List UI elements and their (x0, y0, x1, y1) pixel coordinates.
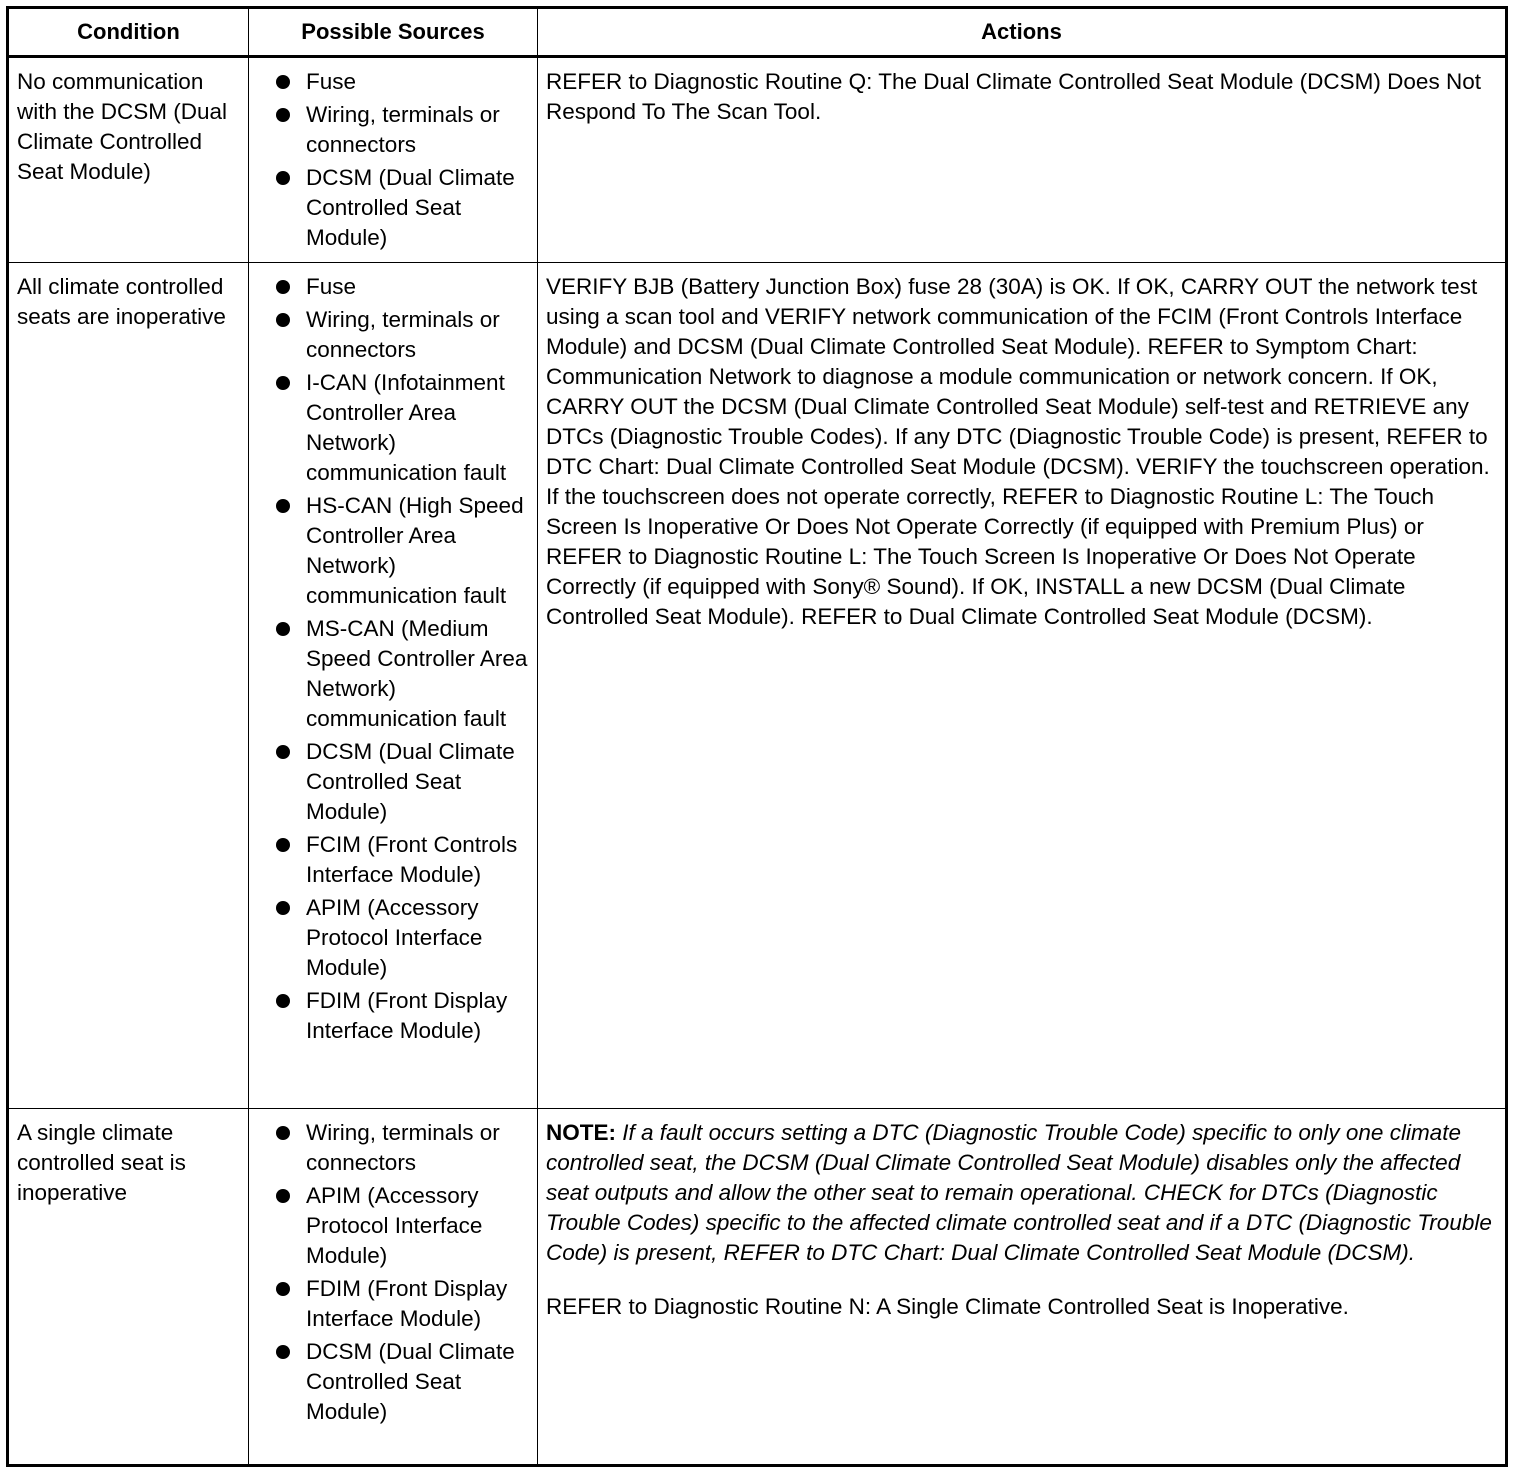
condition-cell (8, 263, 249, 1109)
source-item: Wiring, terminals or connectors (249, 1118, 533, 1178)
note-paragraph (546, 1118, 1495, 1268)
source-item: Wiring, terminals or connectors (249, 305, 533, 365)
source-item: DCSM (Dual Climate Controlled Seat Module) (249, 1337, 533, 1427)
sources-cell (249, 1109, 538, 1466)
diagnostic-table (6, 6, 1508, 1467)
source-item: FDIM (Front Display Interface Module) (249, 986, 533, 1046)
sources-cell (249, 263, 538, 1109)
source-item: FDIM (Front Display Interface Module) (249, 1274, 533, 1334)
sources-list (249, 263, 537, 1055)
sources-cell (249, 57, 538, 263)
condition-text: A single climate controlled seat is inoperative (17, 1120, 186, 1205)
condition-cell (8, 1109, 249, 1466)
note-label: NOTE: (546, 1120, 616, 1145)
header-possible-sources: Possible Sources (249, 8, 538, 57)
sources-list (249, 58, 537, 262)
source-item: DCSM (Dual Climate Controlled Seat Module) (249, 163, 533, 253)
source-item: APIM (Accessory Protocol Interface Module) (249, 893, 533, 983)
header-actions: Actions (538, 8, 1507, 57)
actions-cell (538, 263, 1507, 1109)
condition-text: No communication with the DCSM (Dual Climate Controlled Seat Module) (17, 69, 228, 184)
condition-cell (8, 57, 249, 263)
table-row (8, 263, 1507, 1109)
actions-cell (538, 1109, 1507, 1466)
source-item: I-CAN (Infotainment Controller Area Network) communication fault (249, 368, 533, 488)
condition-text: All climate controlled seats are inoperative (17, 274, 226, 329)
source-item: HS-CAN (High Speed Controller Area Network) communication fault (249, 491, 533, 611)
sources-list (249, 1109, 537, 1436)
table-row (8, 57, 1507, 263)
header-row (8, 8, 1507, 57)
action-text: REFER to Diagnostic Routine Q: The Dual Climate Controlled Seat Module (DCSM) Does Not Respond To The Scan Tool. (546, 69, 1481, 124)
source-item: MS-CAN (Medium Speed Controller Area Network) communication fault (249, 614, 533, 734)
action-text: REFER to Diagnostic Routine N: A Single Climate Controlled Seat is Inoperative. (546, 1294, 1349, 1319)
action-text: VERIFY BJB (Battery Junction Box) fuse 28 (30A) is OK. If OK, CARRY OUT the network test using a scan tool and VERIFY network communication of the FCIM (Front Controls Interface Module) and DCSM (Dual Climate Controlled Seat Module). REFER to Symptom Chart: Communication Network to diagnose a module communication or network concern. If OK, CARRY OUT the DCSM (Dual Climate Controlled Seat Module) self-test and RETRIEVE any DTCs (Diagnostic Trouble Codes). If any DTC (Diagnostic Trouble Code) is present, REFER to DTC Chart: Dual Climate Controlled Seat Module (DCSM). VERIFY the touchscreen operation. If the touchscreen does not operate correctly, REFER to Diagnostic Routine L: The Touch Screen Is Inoperative Or Does Not Operate Correctly (if equipped with Premium Plus) or REFER to Diagnostic Routine L: The Touch Screen Is Inoperative Or Does Not Operate Correctly (if equipped with Sony® Sound). If OK, INSTALL a new DCSM (Dual Climate Controlled Seat Module). REFER to Dual Climate Controlled Seat Module (DCSM). (546, 274, 1490, 629)
actions-cell (538, 57, 1507, 263)
source-item: Fuse (249, 272, 533, 302)
source-item: FCIM (Front Controls Interface Module) (249, 830, 533, 890)
table-row (8, 1109, 1507, 1466)
header-condition: Condition (8, 8, 249, 57)
source-item: Fuse (249, 67, 533, 97)
source-item: DCSM (Dual Climate Controlled Seat Module) (249, 737, 533, 827)
source-item: APIM (Accessory Protocol Interface Module) (249, 1181, 533, 1271)
source-item: Wiring, terminals or connectors (249, 100, 533, 160)
note-text: If a fault occurs setting a DTC (Diagnostic Trouble Code) specific to only one climate controlled seat, the DCSM (Dual Climate Controlled Seat Module) disables only the affected seat outputs and allow the other seat to remain operational. CHECK for DTCs (Diagnostic Trouble Codes) specific to the affected climate controlled seat and if a DTC (Diagnostic Trouble Code) is present, REFER to DTC Chart: Dual Climate Controlled Seat Module (DCSM). (546, 1120, 1492, 1265)
